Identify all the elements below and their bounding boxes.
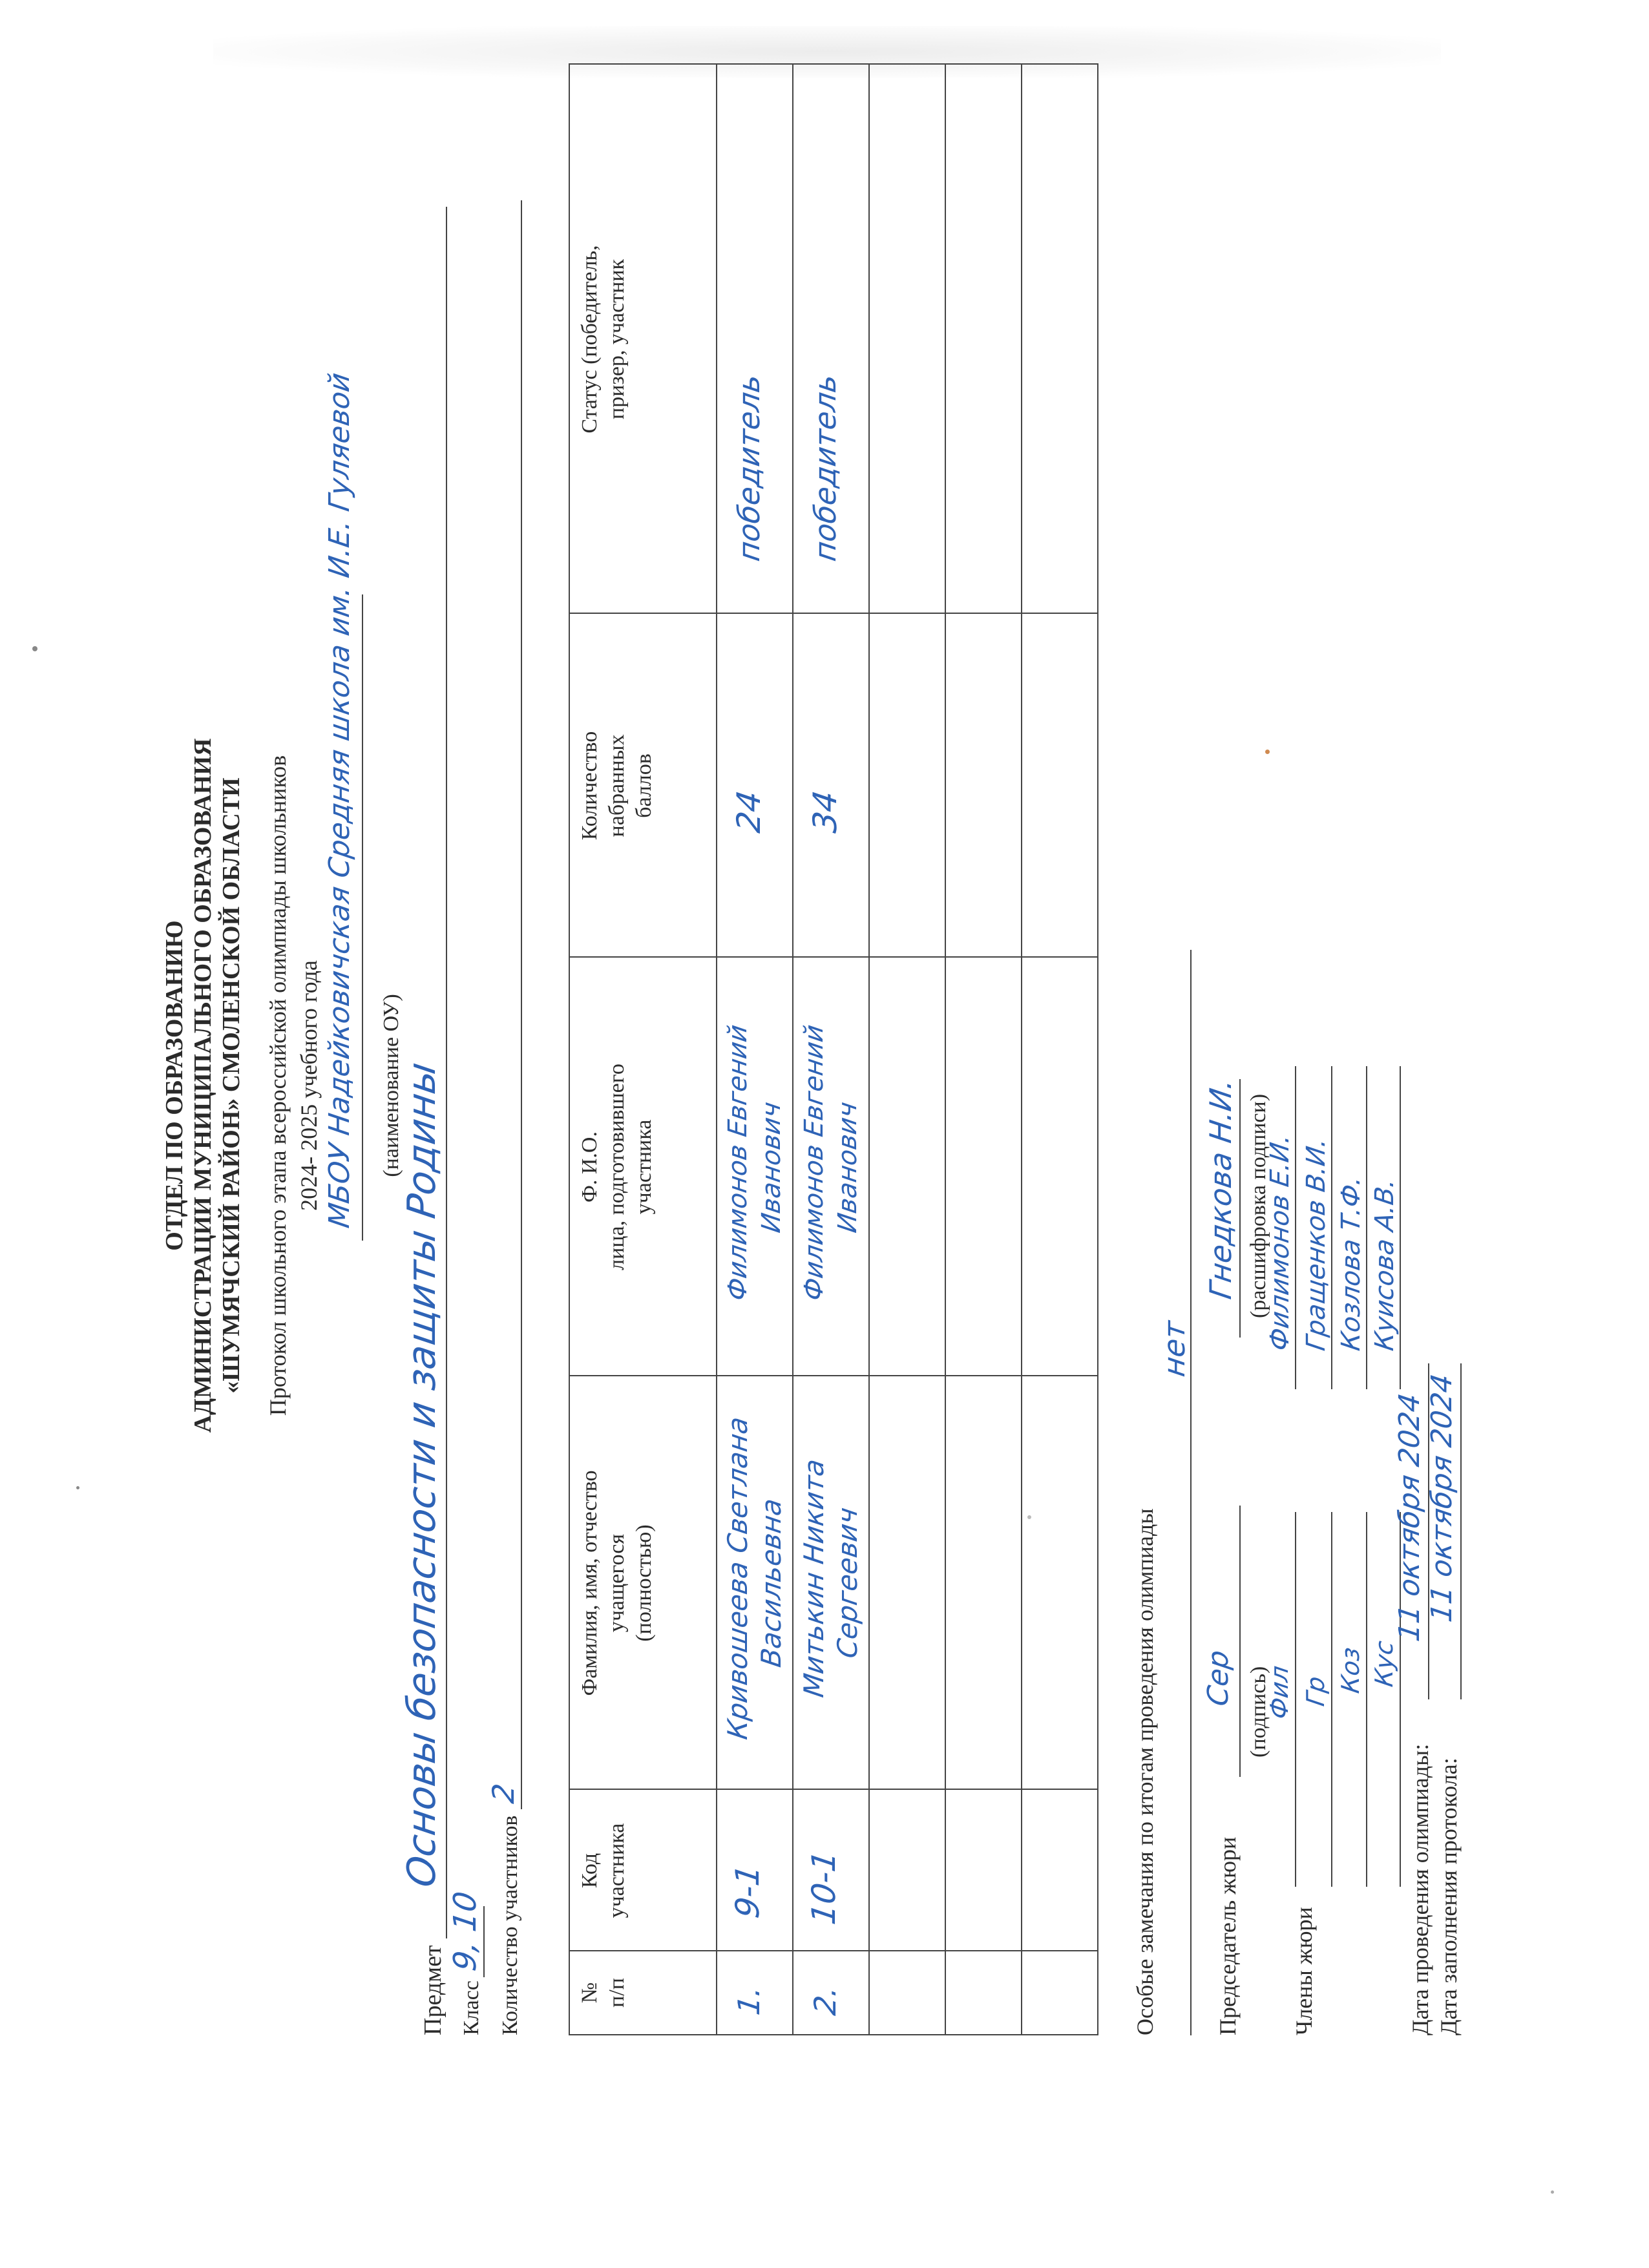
col-header-num: № п/п	[578, 1978, 629, 2008]
class-underline	[483, 1906, 485, 1977]
date-held-label: Дата проведения олимпиады:	[1407, 1743, 1433, 2035]
row1-student: Кривошеева Светлана Васильевна	[722, 1414, 787, 1741]
row1-status: победитель	[731, 372, 766, 563]
col-header-score: Количество набранных баллов	[578, 731, 656, 841]
jury-chair-signature: Сер	[1202, 1648, 1235, 1708]
row-divider	[868, 65, 870, 2034]
chair-name-line	[1239, 1079, 1241, 1338]
remarks-value: нет	[1157, 1319, 1192, 1379]
row2-status: победитель	[808, 372, 843, 563]
header-district: «ШУМЯЧСКИЙ РАЙОН» СМОЛЕНСКОЙ ОБЛАСТИ	[218, 777, 245, 1394]
member-name: Гращенков В.И.	[1301, 1136, 1331, 1353]
date-held-value: 11 октября 2024	[1393, 1391, 1426, 1644]
remarks-label: Особые замечания по итогам проведения олимпиады	[1132, 1508, 1158, 2035]
col-divider	[570, 1950, 1097, 1951]
row2-score: 34	[806, 788, 844, 835]
member-name-line	[1331, 1066, 1332, 1389]
member-name-line	[1295, 1066, 1296, 1389]
row1-score: 24	[730, 788, 768, 835]
school-name: МБОУ Надейковичская Средняя школа им. И.Е. Гуляевой	[323, 370, 356, 1230]
row1-num: 1.	[731, 1984, 766, 2017]
academic-year: 2024- 2025 учебного года	[296, 960, 322, 1211]
header-dept: ОТДЕЛ ПО ОБРАЗОВАНИЮ	[161, 920, 188, 1251]
date-filled-label: Дата заполнения протокола:	[1436, 1758, 1462, 2035]
subject-value: Основы безопасности и защиты Родины	[399, 1060, 445, 1890]
member-signature: Гр	[1301, 1674, 1330, 1708]
class-label: Класс	[459, 1980, 483, 2035]
jury-members-label: Члены жюри	[1291, 1907, 1317, 2035]
member-sign-line	[1295, 1512, 1296, 1887]
school-underline	[362, 594, 363, 1241]
decode-caption: (расшифровка подписи)	[1246, 1093, 1270, 1318]
member-name: Филимонов Е.И.	[1265, 1132, 1295, 1353]
member-name-line	[1366, 1066, 1367, 1389]
count-label: Количество участников	[498, 1815, 522, 2035]
member-signature: Кус	[1370, 1639, 1398, 1689]
member-name: Куисова А.В.	[1370, 1177, 1400, 1353]
remarks-underline	[1190, 950, 1192, 2035]
subject-label: Предмет	[419, 1945, 446, 2035]
scan-speck	[1551, 2190, 1554, 2194]
row2-student: Митькин Никита Сергеевич	[798, 1456, 863, 1699]
col-header-teacher: Ф. И.О. лица, подготовившего участника	[578, 1064, 656, 1270]
sign-caption: (подпись)	[1246, 1666, 1270, 1758]
count-underline	[521, 200, 522, 1809]
row2-teacher: Филимонов Евгений Иванович	[799, 1023, 863, 1303]
row-divider	[792, 65, 793, 2034]
date-filled-value: 11 октября 2024	[1425, 1372, 1458, 1624]
member-signature: Коз	[1336, 1645, 1365, 1696]
row1-code: 9-1	[729, 1862, 766, 1921]
school-caption: (наименование ОУ)	[379, 994, 403, 1177]
protocol-title: Протокол школьного этапа всероссийской олимпиады школьников	[265, 755, 291, 1416]
row-divider	[716, 65, 717, 2034]
row1-teacher: Филимонов Евгений Иванович	[723, 1023, 786, 1303]
col-header-student: Фамилия, имя, отчество учащегося (полностью)	[578, 1470, 656, 1696]
subject-underline	[446, 207, 447, 1938]
header-admin: АДМИНИСТРАЦИИ МУНИЦИПАЛЬНОГО ОБРАЗОВАНИЯ	[189, 738, 216, 1433]
member-sign-line	[1366, 1512, 1367, 1887]
row-divider	[945, 65, 946, 2034]
row2-num: 2.	[808, 1984, 843, 2017]
count-value: 2	[486, 1781, 521, 1805]
col-header-code: Код участника	[578, 1823, 629, 1918]
class-value: 9, 10	[447, 1889, 483, 1973]
row2-code: 10-1	[805, 1848, 843, 1927]
member-sign-line	[1331, 1512, 1332, 1887]
member-name: Козлова Т.Ф.	[1336, 1174, 1366, 1353]
chair-sign-line	[1239, 1506, 1241, 1777]
results-table	[569, 63, 1098, 2035]
date-filled-line	[1460, 1363, 1462, 1699]
jury-chair-name: Гнедкова Н.И.	[1203, 1076, 1238, 1301]
col-header-status: Статус (победитель, призер, участник	[578, 245, 629, 434]
member-signature: Фил	[1265, 1664, 1294, 1721]
jury-chair-label: Председатель жюри	[1215, 1836, 1241, 2035]
row-divider	[1021, 65, 1022, 2034]
member-name-line	[1400, 1066, 1401, 1389]
